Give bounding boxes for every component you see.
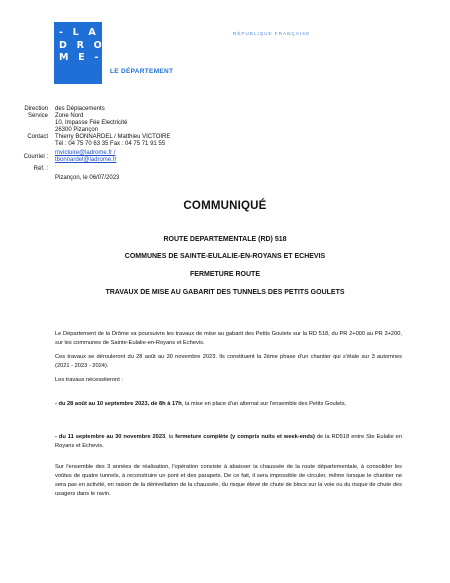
bullet-fermeture-mid: , la: [165, 434, 176, 440]
email-link-1[interactable]: mvictoire@ladrome.fr /: [55, 150, 116, 156]
bullet-fermeture: [55, 433, 402, 451]
contact-value: Thierry BONNARDEL / Matthieu VICTOIRE: [55, 134, 171, 140]
phone-fax: Tél : 04 75 70 63 35 Fax : 04 75 71 91 55: [55, 141, 166, 147]
republique-francaise: RÉPUBLIQUE FRANÇAISE: [233, 31, 311, 36]
heading-communes: COMMUNES DE SAINTE-EULALIE-EN-ROYANS ET ECHEVIS: [124, 253, 326, 260]
logo-text: - L A D R O M E -: [59, 27, 105, 63]
bullet-fermeture-complete: fermeture complète (y compris nuits et week-ends): [175, 434, 315, 440]
paragraph-necessiteront: Les travaux nécessiteront :: [55, 377, 123, 383]
drome-logo: [54, 22, 105, 84]
address-line-2: 26300 Pizançon: [55, 127, 99, 133]
page-title: COMMUNIQUÉ: [183, 200, 267, 212]
bullet-fermeture-text: de la RD518 entre Ste Eulalie en Royans et Echevis.: [55, 434, 403, 449]
document-date: Pizançon, le 06/07/2023: [55, 175, 120, 181]
bullet-alternat-dates: - du 28 août au 10 septembre 2023, de 8h à 17h: [55, 401, 182, 407]
contact-label: Contact: [27, 134, 48, 140]
address-line-1: 10, Impasse Fée Electricité: [55, 120, 128, 126]
direction-label: Direction: [24, 106, 48, 112]
ref-label: Réf. :: [33, 166, 48, 172]
bullet-fermeture-dates: - du 11 septembre au 30 novembre 2023: [55, 434, 166, 440]
service-value: Zone Nord: [55, 113, 84, 119]
bullet-alternat-text: , la mise en place d'un alternat sur l'ensemble des Petits Goulets,: [181, 401, 347, 407]
email-link-2[interactable]: tbonnardel@ladrome.fr: [55, 157, 117, 163]
direction-value: des Déplacements: [55, 106, 105, 112]
heading-fermeture: FERMETURE ROUTE: [190, 271, 260, 278]
heading-travaux: TRAVAUX DE MISE AU GABARIT DES TUNNELS DES PETITS GOULETS: [105, 289, 345, 296]
paragraph-operation: Sur l'ensemble des 3 années de réalisation, l'opération consiste à abaisser la chaussée de la route départementale, à consolider les voûtes de quatre tunnels, à reconstruire un pont et des parapets. De ce fait, il sera impossible de circuler, même lorsque le chantier ne sera pas en activité, en raison de la dénivellation de la chaussée, du risque élevé de chute de blocs sur la voie ou du risque de chute des usagers dans le ravin.: [55, 464, 402, 497]
bullet-alternat: [55, 400, 402, 409]
logo-subtitle: LE DÉPARTEMENT: [110, 68, 174, 75]
heading-route: ROUTE DEPARTEMENTALE (RD) 518: [163, 236, 287, 243]
paragraph-dates: Ces travaux se dérouleront du 28 août au 30 novembre 2023. Ils constituent la 2ème phase d'un chantier qui s'étale sur 3 automnes (2021 - 2023 - 2024).: [55, 354, 402, 369]
paragraph-intro: Le Département de la Drôme va poursuivre les travaux de mise au gabarit des Petits Goulets sur la RD 518, du PR 2+000 au PR 3+200, sur les communes de Sainte-Eulalie-en-Royans et Echevis.: [55, 331, 402, 346]
email-label: Courriel :: [23, 154, 48, 160]
service-label: Service: [27, 113, 48, 119]
